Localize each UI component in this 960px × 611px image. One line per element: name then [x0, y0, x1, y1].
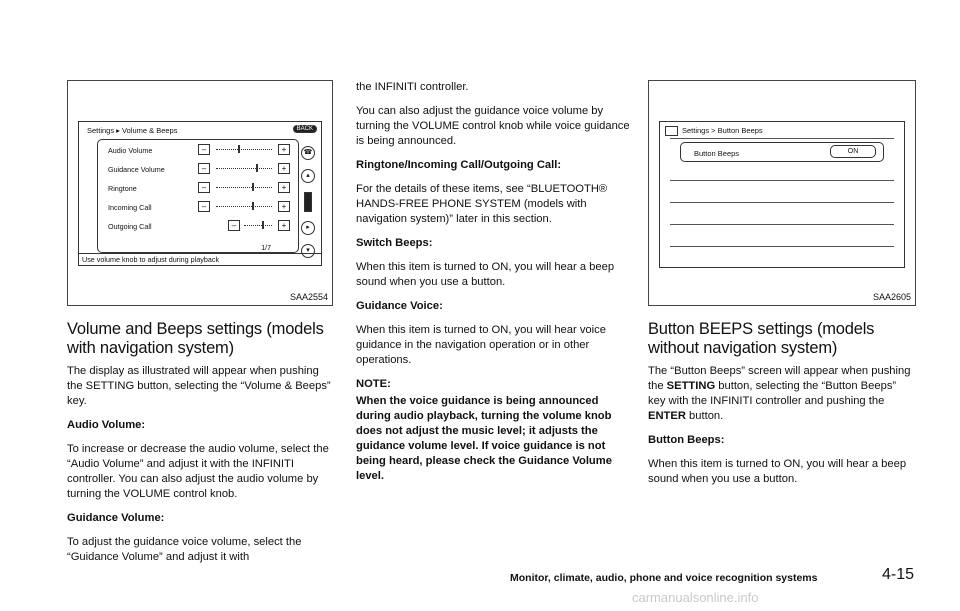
- plus-icon: +: [278, 220, 290, 231]
- minus-icon: –: [228, 220, 240, 231]
- column-middle: [356, 80, 630, 493]
- plus-icon: +: [278, 182, 290, 193]
- minus-icon: –: [198, 144, 210, 155]
- volume-beeps-screen: [78, 121, 322, 266]
- page-number: 4-15: [882, 566, 915, 583]
- subheading: Switch Beeps:: [356, 237, 433, 249]
- column-right: [648, 80, 916, 496]
- menu-row-guidance-volume: [98, 161, 298, 179]
- volume-beeps-figure: [67, 80, 333, 306]
- volume-bar: [216, 168, 272, 169]
- volume-bar: [216, 149, 272, 150]
- volume-marker: [252, 183, 254, 191]
- screen-hint: Use volume knob to adjust during playback: [79, 253, 321, 265]
- footer-section-title: Monitor, climate, audio, phone and voice recognition systems: [510, 572, 818, 584]
- button-beeps-screen: [659, 121, 905, 268]
- divider: [670, 246, 894, 247]
- menu-row-label: Ringtone: [108, 184, 137, 193]
- volume-menu: [97, 139, 299, 253]
- settings-screen-icon: [665, 126, 678, 136]
- up-arrow-icon: ▴: [301, 169, 315, 183]
- subheading: Guidance Volume:: [67, 512, 165, 524]
- text-run: button.: [685, 410, 724, 422]
- divider: [670, 224, 894, 225]
- subheading: Button Beeps:: [648, 434, 725, 446]
- note-text: When the voice guidance is being announced during audio playback, turning the volume knob does not adjust the music level; it adjusts the guidance volume level. If voice guidance is not being heard, please check the Guidance Volume level.: [356, 395, 612, 482]
- on-indicator: ON: [830, 145, 876, 158]
- screen-breadcrumb: Settings ▸ Volume & Beeps: [87, 126, 178, 135]
- paragraph: To increase or decrease the audio volume, select the “Audio Volume” and adjust it with the INFINITI controller. You can also adjust the audio volume by turning the VOLUME control knob.: [67, 443, 329, 500]
- note-heading: NOTE:: [356, 378, 391, 390]
- paragraph: the INFINITI controller.: [356, 81, 469, 93]
- divider: [670, 202, 894, 203]
- plus-icon: +: [278, 144, 290, 155]
- section-heading: Volume and Beeps settings (models with navigation system): [67, 320, 324, 357]
- scroll-slot-icon: [304, 192, 312, 212]
- plus-icon: +: [278, 201, 290, 212]
- minus-icon: –: [198, 182, 210, 193]
- figure-id: SAA2554: [289, 292, 328, 302]
- enter-keyword: ENTER: [648, 410, 686, 422]
- paragraph: The display as illustrated will appear when pushing the SETTING button, selecting the “Volume & Beeps” key.: [67, 365, 331, 407]
- page-count: 1/7: [261, 245, 271, 252]
- column-left: [67, 80, 333, 574]
- volume-marker: [252, 202, 254, 210]
- subheading: Ringtone/Incoming Call/Outgoing Call:: [356, 159, 562, 171]
- volume-marker: [238, 145, 240, 153]
- subheading: Audio Volume:: [67, 419, 146, 431]
- menu-row-outgoing-call: [98, 218, 298, 236]
- divider: [670, 180, 894, 181]
- volume-marker: [262, 221, 264, 229]
- text-run: The “Button Beeps” screen will appear when pushing the: [648, 365, 911, 392]
- down-arrow-icon: ▾: [301, 244, 315, 258]
- divider: [670, 138, 894, 139]
- side-controls: [301, 146, 317, 267]
- paragraph: To adjust the guidance voice volume, select the “Guidance Volume” and adjust it with: [67, 536, 302, 563]
- minus-icon: –: [198, 201, 210, 212]
- screen-breadcrumb: Settings > Button Beeps: [682, 126, 763, 135]
- subheading: Guidance Voice:: [356, 300, 443, 312]
- button-beeps-figure: [648, 80, 916, 306]
- menu-row-label: Audio Volume: [108, 146, 153, 155]
- menu-row-label: Outgoing Call: [108, 222, 152, 231]
- setting-keyword: SETTING: [666, 380, 716, 392]
- volume-bar: [244, 225, 272, 226]
- watermark: carmanualsonline.info: [632, 590, 759, 605]
- menu-row-label: Incoming Call: [108, 203, 152, 212]
- phone-icon: ☎: [301, 146, 315, 160]
- menu-row-ringtone: [98, 180, 298, 198]
- volume-bar: [216, 206, 272, 207]
- volume-marker: [256, 164, 258, 172]
- paragraph: When this item is turned to ON, you will hear a beep sound when you use a button.: [356, 261, 615, 288]
- menu-row-label: Guidance Volume: [108, 165, 165, 174]
- menu-row-incoming-call: [98, 199, 298, 217]
- right-arrow-icon: ▸: [301, 221, 315, 235]
- paragraph: [648, 364, 916, 424]
- back-button: BACK: [293, 125, 317, 133]
- section-heading: Button BEEPS settings (models without navigation system): [648, 320, 875, 357]
- paragraph: When this item is turned to ON, you will hear voice guidance in the navigation operation or in other operations.: [356, 324, 606, 366]
- figure-id: SAA2605: [872, 292, 911, 302]
- paragraph: When this item is turned to ON, you will hear a beep sound when you use a button.: [648, 458, 907, 485]
- plus-icon: +: [278, 163, 290, 174]
- text-run: button, selecting the “Button Beeps” key with the INFINITI controller and pushing the: [648, 380, 897, 407]
- menu-row-audio-volume: [98, 142, 298, 160]
- minus-icon: –: [198, 163, 210, 174]
- button-beeps-label: Button Beeps: [694, 149, 740, 158]
- volume-bar: [216, 187, 272, 188]
- paragraph: For the details of these items, see “BLUETOOTH® HANDS-FREE PHONE SYSTEM (models with navigation system)” later in this section.: [356, 183, 608, 225]
- paragraph: You can also adjust the guidance voice volume by turning the VOLUME control knob while voice guidance is being announced.: [356, 105, 630, 147]
